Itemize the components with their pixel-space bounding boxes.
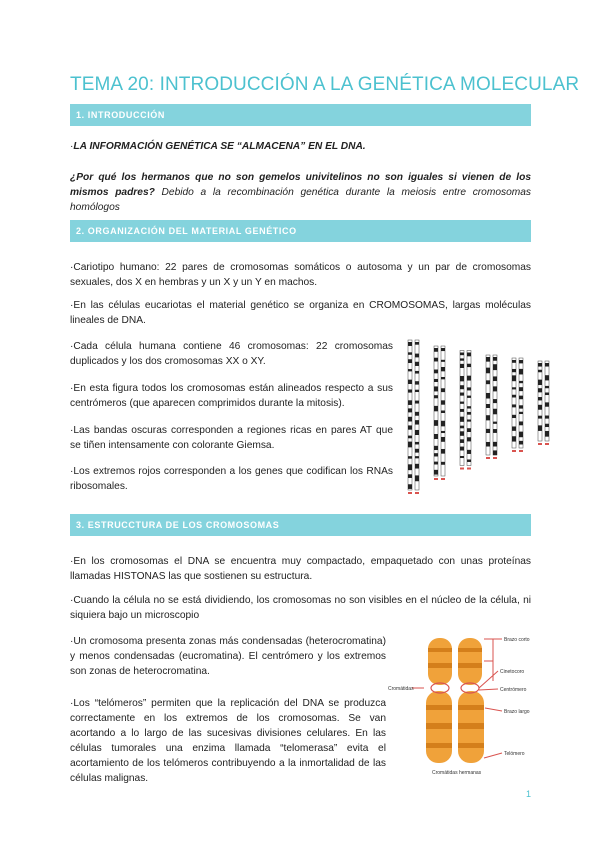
karyotype-band: [460, 409, 464, 412]
karyotype-band: [460, 417, 464, 422]
org-paragraph-4: ·En esta figura todos los cromosomas están alineados respecto a sus centrómeros (que aparecen comprimidos durante la mitosis).: [70, 383, 393, 409]
karyotype-band: [408, 425, 412, 429]
karyotype-band: [519, 441, 523, 445]
karyotype-band: [408, 484, 412, 489]
karyotype-band: [486, 429, 490, 433]
karyotype-band: [493, 429, 497, 433]
intro-paragraph-2: ¿Por qué los hermanos que no son gemelos univitelinos no son iguales si vienen de los mismos padres? Debido a la recombinación genética durante la meiosis entre cromosomas homólogos: [70, 172, 532, 213]
karyotype-band: [538, 388, 542, 392]
label-cromatidas-hermanas: Cromátidas hermanas: [432, 770, 482, 776]
karyotype-red-tip: [512, 450, 516, 452]
karyotype-chromosome: [545, 361, 549, 441]
karyotype-band: [408, 400, 412, 405]
karyotype-band: [441, 462, 445, 465]
karyotype-band: [460, 364, 464, 368]
karyotype-band: [441, 437, 445, 442]
page-number: 1: [526, 789, 532, 799]
karyotype-band: [467, 376, 471, 381]
karyotype-band: [538, 370, 542, 373]
karyotype-red-tip: [538, 443, 542, 445]
karyotype-red-tip: [486, 457, 490, 459]
karyotype-band: [512, 369, 516, 372]
karyotype-red-tip: [434, 478, 438, 480]
karyotype-band: [434, 434, 438, 439]
karyotype-band: [415, 362, 419, 366]
karyotype-band: [415, 412, 419, 416]
org-paragraph-6: ·Los extremos rojos corresponden a los genes que codifican los RNAs ribosomales.: [70, 466, 393, 492]
karyotype-band: [512, 395, 516, 398]
karyotype-band: [415, 381, 419, 384]
karyotype-band: [486, 368, 490, 374]
karyotype-band: [434, 420, 438, 426]
section-header-estructura: 3. ESTRUCCTURA DE LOS CROMOSOMAS: [70, 514, 531, 536]
karyotype-band: [467, 428, 471, 432]
karyotype-band: [486, 415, 490, 420]
label-cromatidas: Cromátidas: [388, 686, 414, 692]
karyotype-band: [486, 442, 490, 447]
karyotype-red-tip: [460, 468, 464, 470]
karyotype-band: [415, 354, 419, 358]
karyotype-band: [493, 399, 497, 403]
karyotype-band: [415, 456, 419, 458]
karyotype-band: [434, 462, 438, 465]
karyotype-band: [460, 447, 464, 451]
karyotype-band: [519, 369, 523, 375]
karyotype-band: [512, 387, 516, 389]
karyotype-band: [434, 358, 438, 362]
karyotype-band: [538, 397, 542, 400]
karyotype-band: [467, 406, 471, 408]
karyotype-band: [441, 348, 445, 351]
estructura-paragraph-3: ·Un cromosoma presenta zonas más condensadas (heterocromatina) y menos condensadas (eucromatina). El centrómero y los extremos son zonas de heterocromatina.: [70, 636, 386, 677]
karyotype-band: [519, 405, 523, 408]
label-brazo-corto: Brazo corto: [504, 637, 530, 643]
karyotype-red-tip: [408, 492, 412, 494]
karyotype-band: [415, 371, 419, 374]
label-cinetocoro: Cinetocoro: [500, 669, 525, 675]
karyotype-band: [519, 396, 523, 400]
karyotype-band: [441, 449, 445, 454]
org-paragraph-5: ·Las bandas oscuras corresponden a regiones ricas en pares AT que se tiñen intensamente con colorante Giemsa.: [70, 425, 393, 451]
karyotype-band: [493, 386, 497, 391]
karyotype-band: [434, 395, 438, 398]
karyotype-band: [538, 405, 542, 410]
intro-paragraph-1: ·LA INFORMACIÓN GENÉTICA SE “ALMACENA” EN EL DNA.: [70, 141, 366, 152]
karyotype-band: [493, 357, 497, 361]
karyotype-band: [434, 446, 438, 450]
karyotype-band: [512, 360, 516, 363]
karyotype-band: [441, 367, 445, 371]
karyotype-band: [467, 364, 471, 367]
section-header-introduccion: 1. INTRODUCCIÓN: [70, 104, 531, 126]
karyotype-band: [434, 406, 438, 411]
karyotype-band: [434, 386, 438, 391]
karyotype-band: [441, 421, 445, 427]
karyotype-band: [467, 353, 471, 357]
karyotype-band: [519, 432, 523, 438]
karyotype-band: [493, 450, 497, 455]
karyotype-band: [460, 353, 464, 356]
karyotype-red-tip: [545, 443, 549, 445]
org-paragraph-2: ·En las células eucariotas el material genético se organiza en CROMOSOMAS, largas moléculas lineales de DNA.: [70, 300, 531, 326]
karyotype-band: [408, 408, 412, 412]
karyotype-band: [415, 475, 419, 481]
karyotype-band: [486, 357, 490, 362]
karyotype-band: [538, 425, 542, 431]
karyotype-band: [519, 387, 523, 391]
karyotype-band: [408, 352, 412, 354]
estructura-paragraph-2: ·Cuando la célula no se está dividiendo, los cromosomas no son visibles en el núcleo de la célula, ni siquiera bajo un microscopio: [70, 595, 531, 621]
karyotype-band: [512, 426, 516, 430]
karyotype-band: [408, 474, 412, 478]
karyotype-band: [545, 416, 549, 419]
karyotype-band: [519, 421, 523, 425]
karyotype-red-tip: [441, 478, 445, 480]
karyotype-band: [408, 380, 412, 384]
karyotype-band: [519, 381, 523, 383]
karyotype-band: [467, 387, 471, 390]
karyotype-band: [408, 456, 412, 458]
karyotype-band: [415, 430, 419, 435]
label-brazo-largo: Brazo largo: [504, 709, 530, 715]
label-centromero: Centrómero: [500, 687, 527, 693]
label-telomero: Telómero: [504, 751, 525, 757]
karyotype-band: [467, 450, 471, 454]
karyotype-band: [545, 431, 549, 437]
karyotype-band: [408, 342, 412, 346]
karyotype-band: [415, 401, 419, 404]
karyotype-red-tip: [493, 457, 497, 459]
karyotype-band: [493, 409, 497, 415]
org-paragraph-3: ·Cada célula humana contiene 46 cromosomas: 22 cromosomas duplicados y los dos cromosomas XX o XY.: [70, 341, 393, 367]
karyotype-band: [408, 464, 412, 470]
karyotype-band: [434, 348, 438, 352]
karyotype-band: [408, 442, 412, 448]
karyotype-band: [467, 412, 471, 415]
karyotype-band: [467, 396, 471, 398]
karyotype-band: [493, 422, 497, 424]
karyotype-band: [408, 389, 412, 392]
karyotype-band: [441, 388, 445, 392]
karyotype-band: [460, 439, 464, 443]
karyotype-band: [460, 358, 464, 360]
karyotype-band: [415, 420, 419, 424]
karyotype-band: [460, 426, 464, 429]
karyotype-band: [434, 453, 438, 456]
karyotype-band: [545, 424, 549, 427]
karyotype-band: [441, 377, 445, 379]
karyotype-band: [512, 415, 516, 418]
karyotype-band: [519, 360, 523, 363]
karyotype-band: [467, 420, 471, 422]
karyotype-band: [460, 402, 464, 404]
karyotype-band: [434, 370, 438, 374]
estructura-paragraph-1: ·En los cromosomas el DNA se encuentra muy compactado, empaquetado con unas proteínas llamadas HISTONAS las que sostienen su estructura.: [70, 556, 531, 582]
karyotype-band: [460, 385, 464, 389]
karyotype-band: [493, 376, 497, 381]
karyotype-band: [415, 442, 419, 445]
karyotype-band: [538, 363, 542, 367]
karyotype-red-tip: [519, 450, 523, 452]
karyotype-band: [408, 359, 412, 363]
karyotype-band: [545, 402, 549, 406]
karyotype-band: [415, 342, 419, 345]
karyotype-band: [460, 431, 464, 435]
karyotype-band: [408, 417, 412, 422]
chromatid-left-upper: [428, 638, 452, 685]
karyotype-band: [460, 393, 464, 396]
karyotype-band: [538, 380, 542, 385]
karyotype-band: [486, 393, 490, 399]
karyotype-red-tip: [415, 492, 419, 494]
karyotype-band: [519, 412, 523, 414]
karyotype-figure: [402, 334, 550, 500]
karyotype-band: [415, 390, 419, 392]
karyotype-band: [460, 456, 464, 458]
karyotype-red-tip: [467, 468, 471, 470]
karyotype-band: [441, 360, 445, 362]
karyotype-band: [538, 416, 542, 419]
karyotype-band: [408, 436, 412, 439]
karyotype-band: [486, 380, 490, 384]
org-paragraph-1: ·Cariotipo humano: 22 pares de cromosomas somáticos o autosoma y un par de cromosomas sexuales, dos X en hembras y un X y un Y en machos.: [70, 262, 531, 288]
karyotype-band: [441, 431, 445, 433]
karyotype-band: [512, 436, 516, 441]
karyotype-band: [460, 376, 464, 381]
karyotype-band: [545, 392, 549, 395]
estructura-paragraph-4: ·Los “telómeros” permiten que la replicación del DNA se produzca correctamente en los extremos de los cromosomas. Se van acortando a lo largo de las sucesivas divisiones celulares. En las células tumorales una enzima llamada “telomerasa” evita el acortamiento de los telómeros contribuyendo a la inmortalidad de las células malignas.: [70, 698, 386, 784]
karyotype-band: [467, 437, 471, 441]
karyotype-band: [493, 364, 497, 370]
karyotype-band: [467, 459, 471, 461]
karyotype-band: [434, 379, 438, 382]
chromosome-figure: [388, 633, 550, 778]
page-title: TEMA 20: INTRODUCCIÓN A LA GENÉTICA MOLECULAR: [70, 74, 580, 95]
karyotype-band: [512, 404, 516, 407]
karyotype-band: [441, 411, 445, 414]
karyotype-band: [415, 464, 419, 469]
karyotype-band: [486, 404, 490, 408]
karyotype-band: [408, 369, 412, 371]
karyotype-band: [434, 470, 438, 475]
karyotype-band: [545, 386, 549, 388]
karyotype-band: [545, 375, 549, 380]
karyotype-band: [512, 375, 516, 381]
karyotype-band: [415, 449, 419, 453]
karyotype-band: [493, 442, 497, 447]
chromatid-right-upper: [458, 638, 482, 685]
karyotype-band: [545, 363, 549, 367]
section-header-organizacion: 2. ORGANIZACIÓN DEL MATERIAL GENÉTICO: [70, 220, 531, 242]
karyotype-band: [441, 400, 445, 404]
